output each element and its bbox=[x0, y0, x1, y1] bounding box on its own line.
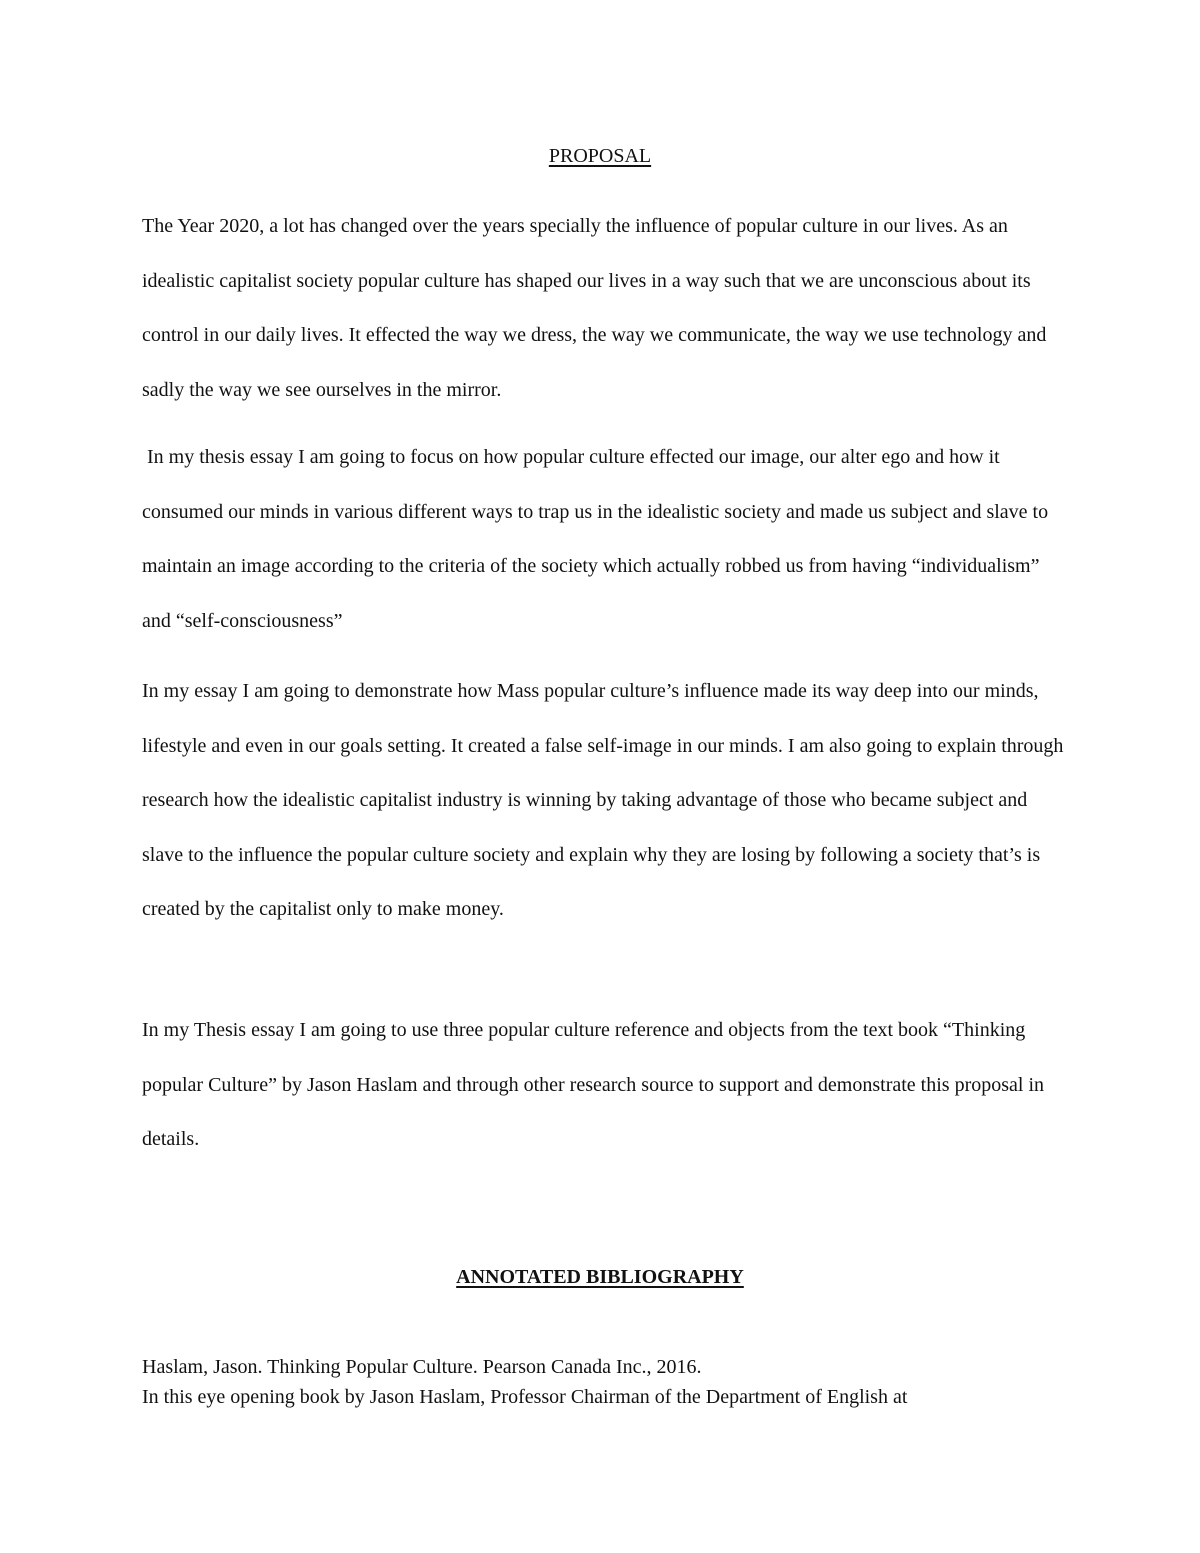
proposal-heading: PROPOSAL bbox=[548, 145, 652, 167]
proposal-paragraph-4: In my Thesis essay I am going to use three popular culture reference and objects from the text book “Thinking popular Culture” by Jason Haslam and through other research source to support and demonstrate this proposal in details. bbox=[142, 1019, 1045, 1150]
bibliography-heading: ANNOTATED BIBLIOGRAPHY bbox=[456, 1266, 744, 1288]
proposal-paragraph-1: The Year 2020, a lot has changed over the years specially the influence of popular culture in our lives. As an idealistic capitalist society popular culture has shaped our lives in a way such that we are unconscious about its control in our daily lives. It effected the way we dress, the way we communicate, the way we use technology and sadly the way we see ourselves in the mirror. bbox=[142, 215, 1047, 401]
bibliography-citation: Haslam, Jason. Thinking Popular Culture. Pearson Canada Inc., 2016. bbox=[142, 1356, 702, 1378]
proposal-paragraph-2: In my thesis essay I am going to focus on how popular culture effected our image, our alter ego and how it consumed our minds in various different ways to trap us in the idealistic society and made us subject and slave to maintain an image according to the criteria of the society which actually robbed us from having “individualism” and “self-consciousness” bbox=[142, 446, 1054, 632]
bibliography-annotation: In this eye opening book by Jason Haslam, Professor Chairman of the Department of English at bbox=[142, 1386, 908, 1408]
proposal-paragraph-3: In my essay I am going to demonstrate how Mass popular culture’s influence made its way deep into our minds, lifestyle and even in our goals setting. It created a false self-image in our minds. I am also going to explain through research how the idealistic capitalist industry is winning by taking advantage of those who became subject and slave to the influence the popular culture society and explain why they are losing by following a society that’s is created by the capitalist only to make money. bbox=[142, 680, 1064, 920]
